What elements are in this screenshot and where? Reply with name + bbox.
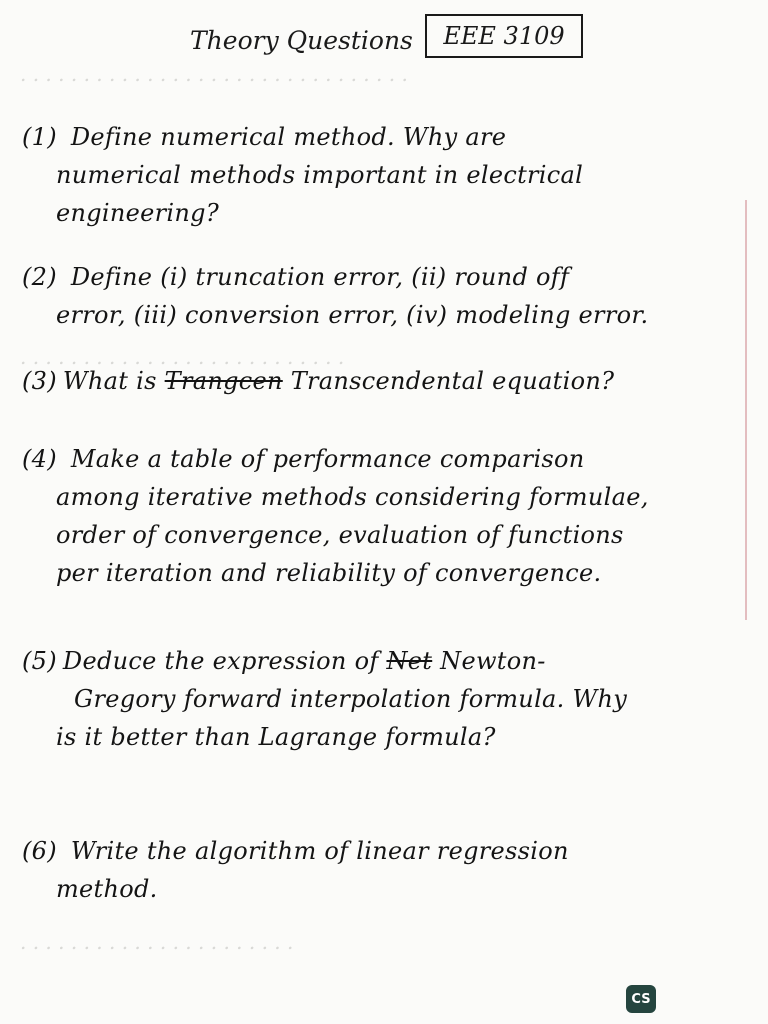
question-text: What is [62, 367, 165, 395]
camscanner-logo: CS [626, 985, 656, 1013]
page-title: Theory Questions [190, 26, 413, 55]
question-line: Write the algorithm of linear regression [70, 837, 569, 865]
question-line: is it better than Lagrange formula? [56, 723, 496, 751]
question-5 [22, 642, 742, 756]
question-number: (1) [22, 123, 57, 151]
question-number: (6) [22, 837, 57, 865]
bleed-through: . . . . . . . . . . . . . . . . . . . . . . [20, 930, 294, 954]
question-line: among iterative methods considering formulae, [56, 483, 649, 511]
question-line: engineering? [56, 199, 219, 227]
page-header [190, 14, 610, 64]
margin-line [745, 200, 747, 620]
question-4 [22, 440, 742, 592]
question-text: Transcendental equation? [282, 367, 615, 395]
struck-word: Net [386, 647, 433, 675]
question-number: (3) [22, 367, 57, 395]
question-line: order of convergence, evaluation of functions [56, 521, 624, 549]
question-number: (4) [22, 445, 57, 473]
question-line: Define numerical method. Why are [70, 123, 507, 151]
question-6 [22, 832, 742, 908]
question-text: Newton- [432, 647, 546, 675]
question-line: Make a table of performance comparison [70, 445, 585, 473]
bleed-through: . . . . . . . . . . . . . . . . . . . . . . . . . . [20, 345, 345, 369]
question-line: method. [56, 875, 158, 903]
question-text: Deduce the expression of [62, 647, 387, 675]
question-number: (2) [22, 263, 57, 291]
question-3 [22, 362, 742, 400]
question-number: (5) [22, 647, 57, 675]
question-line: numerical methods important in electrical [56, 161, 584, 189]
course-code: EEE 3109 [443, 22, 565, 50]
question-1 [22, 118, 742, 232]
question-line: per iteration and reliability of convergence. [56, 559, 602, 587]
question-line: error, (iii) conversion error, (iv) modeling error. [56, 301, 649, 329]
question-line: Define (i) truncation error, (ii) round off [70, 263, 570, 291]
question-2 [22, 258, 742, 334]
struck-word: Trangcen [164, 367, 283, 395]
bleed-through: . . . . . . . . . . . . . . . . . . . . . . . . . . . . . . . [20, 62, 408, 86]
question-line: Gregory forward interpolation formula. Why [74, 685, 628, 713]
course-code-box [425, 14, 583, 58]
